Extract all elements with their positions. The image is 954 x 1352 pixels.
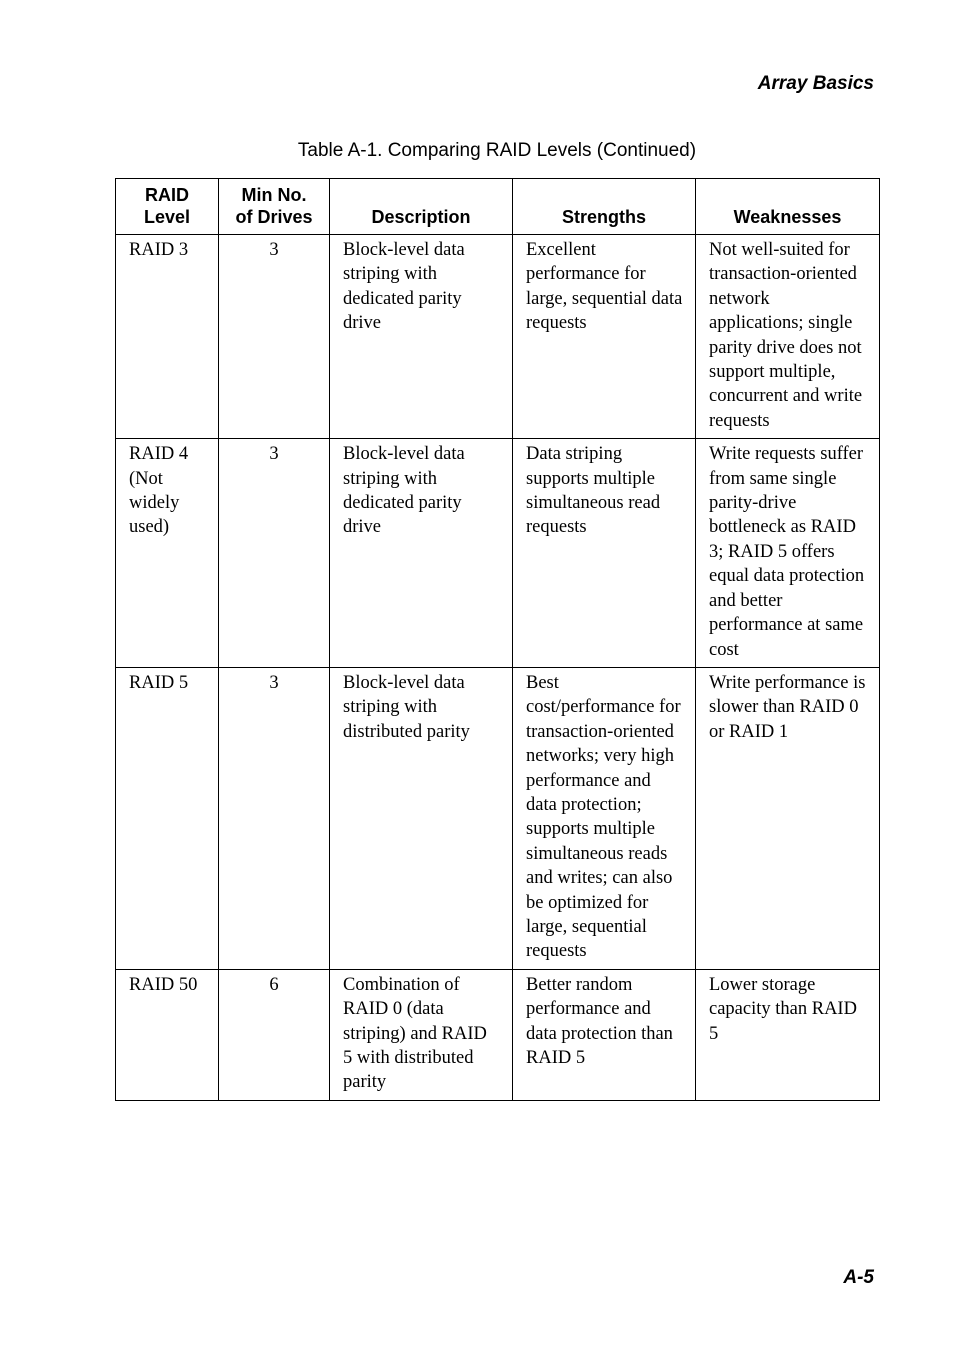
table-row xyxy=(116,667,880,969)
column-header-weaknesses: Weaknesses xyxy=(696,179,880,235)
column-header-min-drives xyxy=(219,179,330,235)
cell-strengths: Data striping supports multiple simultaneous read requests xyxy=(513,439,696,668)
cell-description: Block-level data striping with dedicated parity drive xyxy=(330,235,513,439)
cell-min-drives: 6 xyxy=(219,969,330,1100)
cell-weaknesses: Write requests suffer from same single parity-drive bottleneck as RAID 3; RAID 5 offers equal data protection and better performance at same cost xyxy=(696,439,880,668)
cell-strengths: Better random performance and data protection than RAID 5 xyxy=(513,969,696,1100)
cell-min-drives: 3 xyxy=(219,235,330,439)
column-header-raid-level-line1: RAID xyxy=(145,185,189,205)
cell-raid-level: RAID 3 xyxy=(116,235,219,439)
table-row xyxy=(116,969,880,1100)
column-header-min-drives-line2: of Drives xyxy=(235,207,313,227)
cell-strengths: Excellent performance for large, sequential data requests xyxy=(513,235,696,439)
cell-raid-level: RAID 5 xyxy=(116,667,219,969)
cell-description: Block-level data striping with dedicated parity drive xyxy=(330,439,513,668)
cell-raid-level: RAID 4 (Not widely used) xyxy=(116,439,219,668)
cell-min-drives: 3 xyxy=(219,667,330,969)
raid-comparison-table xyxy=(115,178,880,1101)
column-header-raid-level xyxy=(116,179,219,235)
column-header-description: Description xyxy=(330,179,513,235)
table-header-row xyxy=(116,179,880,235)
page-number: A-5 xyxy=(843,1267,874,1288)
cell-weaknesses: Not well-suited for transaction-oriented network applications; single parity drive does not support multiple, concurrent and write requests xyxy=(696,235,880,439)
table-row xyxy=(116,439,880,668)
table-row xyxy=(116,235,880,439)
cell-description: Block-level data striping with distributed parity xyxy=(330,667,513,969)
column-header-raid-level-line2: Level xyxy=(143,207,191,227)
column-header-min-drives-line1: Min No. xyxy=(241,185,307,205)
cell-weaknesses: Write performance is slower than RAID 0 or RAID 1 xyxy=(696,667,880,969)
cell-raid-level: RAID 50 xyxy=(116,969,219,1100)
column-header-strengths: Strengths xyxy=(513,179,696,235)
running-header: Array Basics xyxy=(757,73,874,94)
table-caption: Table A-1. Comparing RAID Levels (Continued) xyxy=(297,140,697,161)
cell-description: Combination of RAID 0 (data striping) and RAID 5 with distributed parity xyxy=(330,969,513,1100)
cell-min-drives: 3 xyxy=(219,439,330,668)
cell-strengths: Best cost/performance for transaction-oriented networks; very high performance and data protection; supports multiple simultaneous reads and writes; can also be optimized for large, sequential requests xyxy=(513,667,696,969)
cell-weaknesses: Lower storage capacity than RAID 5 xyxy=(696,969,880,1100)
